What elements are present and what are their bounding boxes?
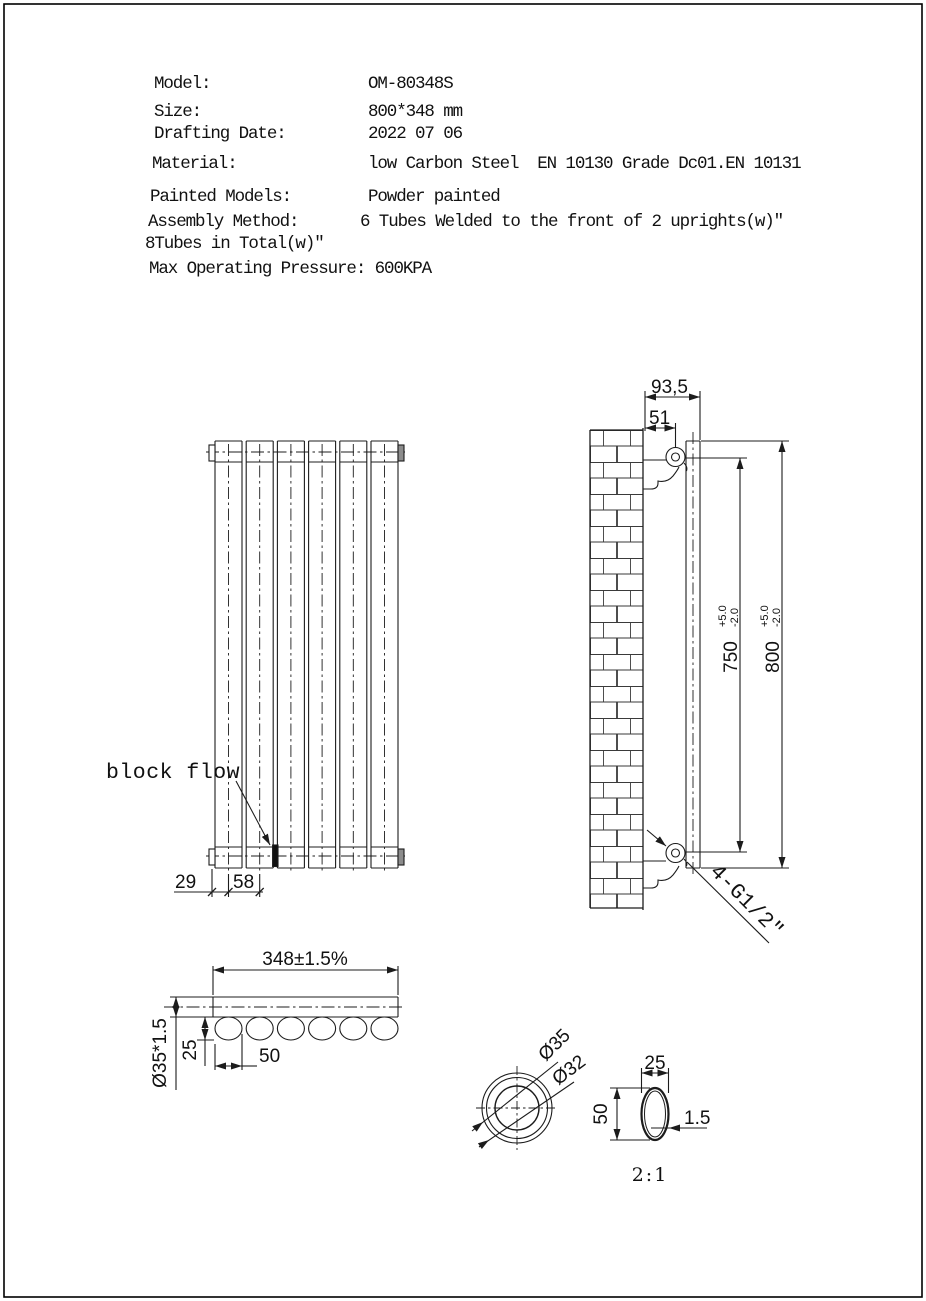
dim-overall-width: 348±1.5% [262, 949, 348, 970]
flow-plug [273, 845, 278, 867]
detail-scale-label: 2:1 [631, 1164, 669, 1186]
header-end-cap [398, 849, 404, 865]
spec-label-material: Material: [152, 154, 237, 174]
dim-header-tube-group [150, 997, 176, 1090]
front-view-dimensions [174, 869, 264, 897]
dim-left-offset: 29 [175, 872, 197, 893]
dim-tube-pitch: 58 [233, 872, 255, 893]
dim-bracket-offset-group [645, 408, 676, 448]
dim-oval-width: 25 [644, 1053, 666, 1074]
detail-oval-section [591, 1053, 710, 1186]
spec-assembly-extra: 8Tubes in Total(w)″ [145, 234, 324, 254]
dim-bracket-span-group [686, 458, 747, 852]
spec-value-painted: Powder painted [368, 187, 500, 207]
header-end-cap [209, 445, 215, 461]
header-end-cap [209, 849, 215, 865]
spec-label-model: Model: [154, 74, 211, 94]
connection-leader-group [687, 860, 788, 943]
dim-bracket-span-tol-plus: +5.0 [717, 605, 729, 627]
dim-overall-height-tol-plus: +5.0 [759, 605, 771, 627]
dim-tube-depth: 25 [180, 1039, 201, 1061]
bottom-view [150, 949, 403, 1090]
radiator-tube [340, 441, 367, 872]
header-tube-profile [164, 997, 403, 1017]
dim-bracket-span: 750 [721, 641, 742, 673]
block-flow-leader [236, 781, 270, 845]
dim-tube-width: 50 [259, 1046, 281, 1067]
header-end-cap [398, 445, 404, 461]
spec-label-assembly: Assembly Method: [148, 212, 299, 232]
spec-value-material: low Carbon Steel EN 10130 Grade Dc01.EN 10131 [368, 154, 801, 174]
dim-oval-height: 50 [591, 1103, 612, 1125]
dim-overall-width-group [213, 949, 398, 995]
spec-label-size: Size: [154, 102, 202, 122]
center-crosshair [476, 1066, 558, 1150]
spec-value-model: OM-80348S [368, 74, 453, 94]
spec-value-date: 2022 07 06 [368, 124, 463, 144]
radiator-side-profile [686, 432, 700, 877]
dim-wall-thickness: 1.5 [684, 1108, 711, 1129]
connection-label: 4-G1/2″ [704, 860, 788, 944]
mounting-bracket-bottom [643, 830, 687, 888]
dim-header-tube: Ø35*1.5 [150, 1018, 171, 1088]
dim-bracket-span-tol-minus: -2.0 [729, 608, 741, 627]
spec-max-pressure: Max Operating Pressure: 600KPA [149, 259, 432, 279]
brick-wall [590, 430, 643, 908]
detail-round-section [472, 1025, 590, 1150]
spec-value-size: 800*348 mm [368, 102, 463, 122]
dim-overall-height-tol-minus: -2.0 [771, 608, 783, 627]
dim-overall-height: 800 [763, 641, 784, 673]
inlet-arrow [647, 830, 666, 846]
block-flow-label: block flow [106, 761, 241, 785]
dim-depth-total: 93,5 [651, 377, 688, 398]
dim-outer-dia: Ø35 [534, 1025, 575, 1066]
dim-tube-depth-group [180, 1017, 214, 1066]
front-view [106, 441, 405, 897]
dim-bracket-offset: 51 [649, 408, 671, 429]
radiator-tube [309, 441, 336, 872]
mounting-bracket-top [643, 448, 687, 490]
header-centerlines [206, 452, 405, 856]
dim-wall-thickness-group [651, 1108, 710, 1129]
side-view [590, 377, 789, 944]
dim-inner-dia: Ø32 [548, 1051, 590, 1090]
radiator-tube [371, 441, 398, 872]
dim-overall-height-group [701, 441, 789, 868]
spec-label-painted: Painted Models: [150, 187, 292, 207]
spec-value-assembly: 6 Tubes Welded to the front of 2 uprights(w)″ [360, 212, 784, 232]
sheet-border-frame [4, 4, 922, 1297]
radiator-tube [277, 441, 304, 872]
spec-label-date: Drafting Date: [154, 124, 286, 144]
radiator-tube [215, 441, 242, 872]
